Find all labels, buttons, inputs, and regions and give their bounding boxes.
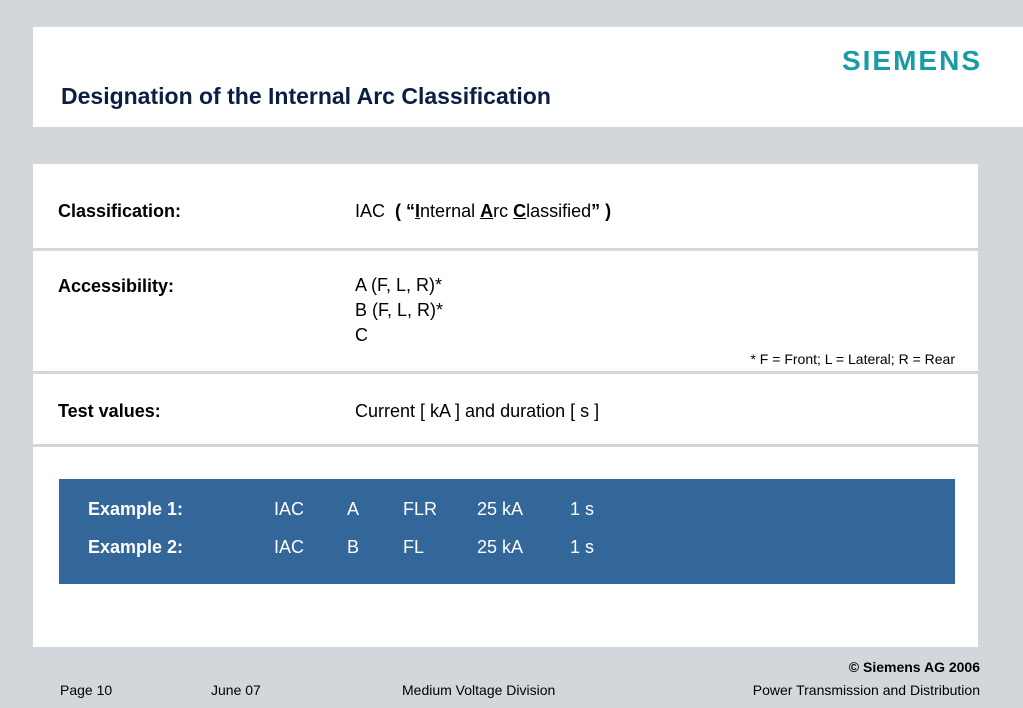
letter-c: C bbox=[513, 201, 527, 221]
footer-division: Medium Voltage Division bbox=[402, 682, 556, 698]
examples-section bbox=[33, 447, 978, 647]
example-row-2 bbox=[59, 537, 955, 561]
copyright-text: © Siemens AG 2006 bbox=[848, 659, 980, 675]
footer-group: Power Transmission and Distribution bbox=[752, 682, 980, 698]
example-2-duration: 1 s bbox=[570, 537, 595, 557]
classification-prefix: IAC bbox=[355, 201, 386, 221]
example-row-1 bbox=[59, 499, 955, 523]
header-bar bbox=[33, 27, 1023, 127]
example-2-sides: FL bbox=[403, 537, 425, 557]
accessibility-label: Accessibility: bbox=[58, 276, 175, 296]
word-nternal: nternal bbox=[420, 201, 476, 221]
example-1-duration: 1 s bbox=[570, 499, 595, 519]
example-1-label: Example 1: bbox=[88, 499, 184, 519]
letter-i: I bbox=[415, 201, 421, 221]
test-values-row bbox=[33, 374, 978, 444]
accessibility-row bbox=[33, 251, 978, 371]
siemens-logo: SIEMENS bbox=[841, 45, 982, 76]
classification-row bbox=[33, 164, 978, 248]
classification-open: ( “ bbox=[395, 201, 416, 221]
example-1-sides: FLR bbox=[403, 499, 438, 519]
example-1-current: 25 kA bbox=[477, 499, 524, 519]
word-rc: rc bbox=[493, 201, 509, 221]
accessibility-line-a: A (F, L, R)* bbox=[355, 275, 443, 295]
footer-date: June 07 bbox=[211, 682, 261, 698]
footer-page: Page 10 bbox=[60, 682, 113, 698]
example-2-current: 25 kA bbox=[477, 537, 524, 557]
example-2-label: Example 2: bbox=[88, 537, 184, 557]
letter-a: A bbox=[480, 201, 494, 221]
content-area bbox=[33, 164, 978, 647]
accessibility-footnote: * F = Front; L = Lateral; R = Rear bbox=[750, 351, 955, 367]
accessibility-line-c: C bbox=[355, 325, 368, 345]
example-2-class: IAC bbox=[274, 537, 305, 557]
accessibility-values bbox=[355, 273, 443, 348]
classification-value bbox=[355, 201, 611, 222]
classification-close: ” ) bbox=[591, 201, 612, 221]
example-2-access: B bbox=[347, 537, 360, 557]
classification-label: Classification: bbox=[58, 201, 182, 221]
word-lassified: lassified bbox=[526, 201, 592, 221]
example-1-access: A bbox=[347, 499, 360, 519]
test-values-label: Test values: bbox=[58, 401, 161, 421]
test-values-value: Current [ kA ] and duration [ s ] bbox=[355, 401, 600, 421]
examples-box bbox=[59, 479, 955, 584]
slide-title: Designation of the Internal Arc Classification bbox=[61, 83, 551, 109]
example-1-class: IAC bbox=[274, 499, 305, 519]
accessibility-line-b: B (F, L, R)* bbox=[355, 300, 444, 320]
